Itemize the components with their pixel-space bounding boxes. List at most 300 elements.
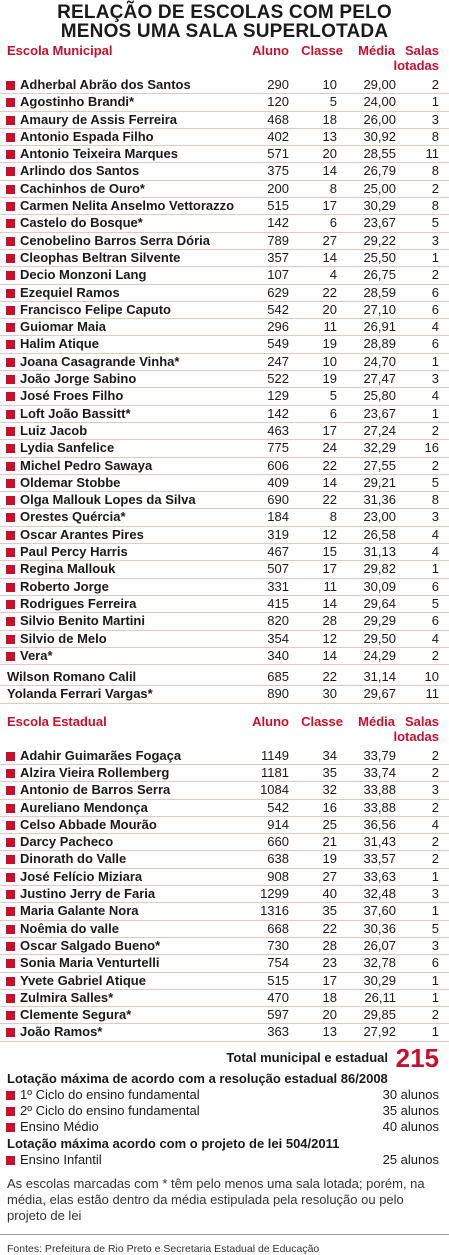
bullet-square-icon (6, 513, 15, 522)
cell-aluno: 142 (267, 215, 289, 231)
cell-salas: 2 (431, 267, 439, 283)
cell-aluno: 507 (267, 561, 289, 577)
cell-media: 29,82 (363, 561, 396, 577)
bullet-square-icon (6, 873, 15, 882)
bullet-square-icon (6, 890, 15, 899)
bullet-square-icon (6, 289, 15, 298)
list-item (0, 1103, 449, 1119)
cell-classe: 14 (322, 595, 337, 611)
col-lotadas: lotadas (393, 728, 439, 744)
cell-media: 27,92 (363, 1024, 396, 1040)
cell-classe: 12 (322, 630, 337, 646)
cell-salas: 2 (431, 422, 439, 438)
bullet-square-icon (6, 855, 15, 864)
cell-media: 24,00 (363, 94, 396, 110)
cell-media: 27,24 (363, 422, 396, 438)
school-name: Clemente Segura* (20, 1007, 132, 1023)
cell-aluno: 522 (267, 371, 289, 387)
bullet-square-icon (6, 306, 15, 315)
cell-classe: 35 (322, 903, 337, 919)
school-name: Guiomar Maia (20, 319, 106, 335)
bullet-square-icon (6, 565, 15, 574)
cell-classe: 20 (322, 301, 337, 317)
cell-media: 29,64 (363, 595, 396, 611)
table-row (0, 354, 449, 371)
table-row (0, 250, 449, 267)
school-name: Noêmia do valle (20, 920, 119, 936)
cell-aluno: 754 (267, 955, 289, 971)
cell-aluno: 200 (267, 180, 289, 196)
table-row (0, 686, 449, 703)
cell-media: 29,00 (363, 77, 396, 92)
cell-classe: 21 (322, 834, 337, 850)
cell-aluno: 1181 (261, 764, 289, 780)
cell-salas: 3 (431, 782, 439, 798)
bullet-square-icon (6, 994, 15, 1003)
col-escola: Escola Estadual (7, 713, 107, 729)
cell-aluno: 1299 (260, 886, 289, 902)
title-line-1: RELAÇÃO DE ESCOLAS COM PELO (57, 2, 392, 23)
cell-classe: 19 (322, 851, 337, 867)
cell-salas: 6 (431, 301, 439, 317)
table-row (0, 458, 449, 475)
cell-salas: 4 (431, 319, 439, 335)
bullet-square-icon (6, 617, 15, 626)
cell-media: 31,43 (363, 834, 396, 850)
bullet-square-icon (6, 358, 15, 367)
page-title (0, 3, 449, 41)
cell-aluno: 409 (267, 474, 289, 490)
cell-aluno: 120 (267, 94, 289, 110)
cell-salas: 1 (431, 561, 439, 577)
lotacao-projeto-title: Lotação máxima acordo com o projeto de lei 504/2011 (7, 1135, 340, 1151)
cell-media: 31,13 (363, 544, 396, 560)
cell-media: 23,67 (363, 405, 396, 421)
col-classe: Classe (301, 43, 343, 58)
cell-salas: 16 (424, 440, 439, 456)
school-name: José Felício Miziara (20, 868, 143, 884)
bullet-square-icon (6, 150, 15, 159)
school-name: Ezequiel Ramos (20, 284, 120, 300)
estadual-header (0, 714, 449, 748)
school-name: Carmen Nelita Anselmo Vettorazzo (20, 198, 235, 214)
bullet-square-icon (6, 1091, 15, 1100)
cell-aluno: 789 (267, 232, 289, 248)
school-name: Alzira Vieira Rollemberg (20, 764, 170, 780)
cell-classe: 6 (329, 405, 337, 421)
school-name: João Ramos* (20, 1024, 103, 1040)
lotacao-estadual-title: Lotação máxima de acordo com a resolução estadual 86/2008 (7, 1070, 388, 1086)
total-label: Total municipal e estadual (226, 1049, 388, 1065)
cell-classe: 12 (322, 526, 337, 542)
table-row (0, 267, 449, 284)
col-salas: Salas (405, 713, 439, 729)
school-name: Decio Monzoni Lang (20, 267, 147, 283)
cell-salas: 5 (431, 920, 439, 936)
table-row (0, 765, 449, 782)
cell-classe: 18 (322, 989, 337, 1005)
cell-classe: 14 (322, 249, 337, 265)
table-row (0, 336, 449, 353)
cell-aluno: 638 (267, 851, 289, 867)
cell-aluno: 1084 (260, 782, 289, 798)
bullet-square-icon (6, 392, 15, 401)
school-name: Paul Percy Harris (20, 544, 128, 560)
cell-aluno: 107 (267, 267, 289, 283)
cell-salas: 8 (431, 198, 439, 214)
cell-aluno: 363 (267, 1024, 289, 1040)
school-name: Wilson Romano Calil (7, 669, 137, 685)
bullet-square-icon (6, 600, 15, 609)
cell-media: 25,00 (363, 180, 396, 196)
table-row (0, 869, 449, 886)
bullet-square-icon (6, 167, 15, 176)
cell-aluno: 468 (267, 111, 289, 127)
cell-salas: 1 (431, 903, 439, 919)
table-row (0, 817, 449, 834)
cell-classe: 19 (322, 336, 337, 352)
bullet-square-icon (6, 1028, 15, 1037)
cell-media: 30,36 (363, 920, 396, 936)
cell-salas: 5 (431, 595, 439, 611)
cell-classe: 4 (329, 267, 337, 283)
cell-classe: 23 (322, 955, 337, 971)
cell-media: 32,78 (363, 955, 396, 971)
cell-salas: 6 (431, 955, 439, 971)
table-row (0, 886, 449, 903)
cell-salas: 4 (431, 526, 439, 542)
bullet-square-icon (6, 838, 15, 847)
cell-salas: 6 (431, 336, 439, 352)
cell-classe: 34 (322, 747, 337, 763)
cell-media: 27,10 (363, 301, 396, 317)
cell-media: 37,60 (363, 903, 396, 919)
bullet-square-icon (6, 496, 15, 505)
bullet-square-icon (6, 1156, 15, 1165)
cell-classe: 13 (322, 128, 337, 144)
cell-classe: 14 (322, 474, 337, 490)
school-name: Sonia Maria Venturtelli (20, 955, 160, 971)
col-lotadas: lotadas (393, 58, 439, 73)
table-row (0, 903, 449, 920)
school-name: Adahir Guimarães Fogaça (20, 747, 182, 763)
table-row (0, 371, 449, 388)
cell-classe: 17 (322, 972, 337, 988)
cell-media: 23,00 (363, 509, 396, 525)
cell-media: 28,59 (363, 284, 396, 300)
school-name: José Froes Filho (20, 388, 124, 404)
school-name: Silvio Benito Martini (20, 613, 145, 629)
cell-classe: 25 (322, 816, 337, 832)
cell-aluno: 660 (267, 834, 289, 850)
cell-aluno: 402 (267, 128, 289, 144)
table-row (0, 146, 449, 163)
cell-salas: 1 (431, 989, 439, 1005)
cell-classe: 22 (322, 920, 337, 936)
cell-classe: 14 (322, 647, 337, 663)
item-label: Ensino Infantil (20, 1151, 102, 1167)
cell-media: 33,63 (363, 868, 396, 884)
school-name: Celso Abbade Mourão (20, 816, 157, 832)
school-name: Zulmira Salles* (20, 989, 114, 1005)
lotacao-estadual-list (0, 1087, 449, 1135)
table-row (0, 800, 449, 817)
cell-classe: 5 (329, 94, 337, 110)
cell-media: 24,70 (363, 353, 396, 369)
cell-salas: 2 (431, 457, 439, 473)
cell-aluno: 467 (267, 544, 289, 560)
cell-classe: 17 (322, 561, 337, 577)
cell-classe: 10 (322, 77, 337, 92)
bullet-square-icon (6, 219, 15, 228)
cell-classe: 22 (322, 284, 337, 300)
cell-salas: 4 (431, 388, 439, 404)
cell-aluno: 775 (267, 440, 289, 456)
table-row (0, 973, 449, 990)
item-label: 2º Ciclo do ensino fundamental (20, 1102, 200, 1118)
cell-media: 24,29 (363, 647, 396, 663)
cell-aluno: 184 (267, 509, 289, 525)
school-name: Yolanda Ferrari Vargas* (7, 686, 153, 702)
cell-classe: 40 (322, 886, 337, 902)
school-name: Antonio Teixeira Marques (20, 146, 178, 162)
table-row (0, 631, 449, 648)
cell-classe: 22 (322, 457, 337, 473)
table-row (0, 544, 449, 561)
cell-classe: 15 (322, 544, 337, 560)
table-row (0, 782, 449, 799)
cell-aluno: 463 (267, 422, 289, 438)
col-aluno: Aluno (252, 43, 289, 58)
bullet-square-icon (6, 81, 15, 90)
bullet-square-icon (6, 548, 15, 557)
cell-salas: 3 (431, 111, 439, 127)
cell-salas: 2 (431, 180, 439, 196)
cell-salas: 2 (431, 747, 439, 763)
cell-salas: 6 (431, 284, 439, 300)
bullet-square-icon (6, 133, 15, 142)
bullet-square-icon (6, 907, 15, 916)
school-name: Amaury de Assis Ferreira (20, 111, 178, 127)
cell-salas: 1 (431, 972, 439, 988)
cell-aluno: 914 (267, 816, 289, 832)
table-row (0, 406, 449, 423)
cell-media: 33,88 (363, 782, 396, 798)
cell-media: 26,58 (363, 526, 396, 542)
bullet-square-icon (6, 959, 15, 968)
lotacao-projeto-list (0, 1152, 449, 1168)
cell-media: 33,74 (363, 764, 396, 780)
bullet-square-icon (6, 821, 15, 830)
bullet-square-icon (6, 479, 15, 488)
school-name: João Jorge Sabino (20, 371, 137, 387)
bullet-square-icon (6, 98, 15, 107)
cell-salas: 1 (431, 405, 439, 421)
cell-classe: 30 (322, 686, 337, 702)
table-row (0, 955, 449, 972)
bullet-square-icon (6, 1107, 15, 1116)
bullet-square-icon (6, 1123, 15, 1132)
cell-media: 33,57 (363, 851, 396, 867)
school-name: Orestes Quércia* (20, 509, 126, 525)
cell-aluno: 730 (267, 937, 289, 953)
footnote: As escolas marcadas com * têm pelo menos uma sala lotada; porém, na média, elas estão dentro da média estipulada pela resolução ou pelo projeto de lei (7, 1175, 425, 1223)
table-row (0, 440, 449, 457)
municipal-extra-table (0, 669, 449, 704)
cell-aluno: 296 (267, 319, 289, 335)
cell-salas: 4 (431, 630, 439, 646)
school-name: Halim Atique (20, 336, 99, 352)
cell-media: 32,48 (363, 886, 396, 902)
school-name: Oscar Arantes Pires (20, 526, 144, 542)
school-name: Regina Mallouk (20, 561, 116, 577)
bullet-square-icon (6, 769, 15, 778)
table-row (0, 509, 449, 526)
table-row (0, 302, 449, 319)
cell-salas: 8 (431, 492, 439, 508)
bullet-square-icon (6, 752, 15, 761)
bullet-square-icon (6, 323, 15, 332)
cell-media: 25,50 (363, 249, 396, 265)
table-row (0, 319, 449, 336)
cell-aluno: 597 (267, 1007, 289, 1023)
cell-classe: 17 (322, 422, 337, 438)
school-name: Castelo do Bosque* (20, 215, 143, 231)
table-row (0, 596, 449, 613)
cell-classe: 27 (322, 868, 337, 884)
bullet-square-icon (6, 237, 15, 246)
cell-media: 31,36 (363, 492, 396, 508)
cell-salas: 11 (425, 146, 439, 162)
cell-media: 30,09 (363, 578, 396, 594)
cell-classe: 5 (329, 388, 337, 404)
bullet-square-icon (6, 531, 15, 540)
cell-classe: 8 (329, 180, 337, 196)
cell-classe: 11 (323, 578, 337, 594)
cell-aluno: 340 (267, 647, 289, 663)
bullet-square-icon (6, 925, 15, 934)
municipal-header (0, 43, 449, 77)
cell-aluno: 290 (267, 77, 289, 92)
cell-media: 26,79 (363, 163, 396, 179)
cell-salas: 3 (431, 232, 439, 248)
cell-media: 27,55 (363, 457, 396, 473)
cell-aluno: 606 (267, 457, 289, 473)
cell-classe: 24 (322, 440, 337, 456)
cell-classe: 10 (322, 353, 337, 369)
cell-salas: 3 (431, 886, 439, 902)
bullet-square-icon (6, 427, 15, 436)
table-row (0, 613, 449, 630)
school-name: Justino Jerry de Faria (20, 886, 156, 902)
table-row (0, 475, 449, 492)
cell-salas: 3 (431, 937, 439, 953)
cell-classe: 19 (322, 371, 337, 387)
cell-media: 36,56 (363, 816, 396, 832)
cell-salas: 10 (424, 669, 439, 685)
table-row (0, 77, 449, 94)
table-row (0, 215, 449, 232)
school-name: Darcy Pacheco (20, 834, 114, 850)
bullet-square-icon (6, 977, 15, 986)
cell-classe: 18 (322, 111, 337, 127)
cell-salas: 1 (431, 1024, 439, 1040)
cell-media: 33,88 (363, 799, 396, 815)
table-row (0, 669, 449, 686)
cell-salas: 2 (431, 834, 439, 850)
school-name: Joana Casagrande Vinha* (20, 353, 180, 369)
cell-classe: 28 (322, 937, 337, 953)
school-name: Maria Galante Nora (20, 903, 139, 919)
bullet-square-icon (6, 1011, 15, 1020)
cell-salas: 4 (431, 816, 439, 832)
cell-aluno: 542 (267, 799, 289, 815)
total-row (0, 1043, 449, 1074)
cell-classe: 13 (322, 1024, 337, 1040)
school-name: Luiz Jacob (20, 422, 88, 438)
cell-salas: 6 (431, 613, 439, 629)
cell-media: 28,55 (363, 146, 396, 162)
cell-salas: 3 (431, 371, 439, 387)
cell-salas: 1 (431, 868, 439, 884)
cell-aluno: 515 (267, 198, 289, 214)
school-name: Michel Pedro Sawaya (20, 457, 153, 473)
cell-aluno: 629 (267, 284, 289, 300)
table-row (0, 285, 449, 302)
bullet-square-icon (6, 444, 15, 453)
cell-media: 26,91 (363, 319, 396, 335)
col-escola: Escola Municipal (7, 43, 113, 58)
cell-aluno: 1316 (260, 903, 289, 919)
col-media: Média (358, 713, 395, 729)
cell-salas: 2 (431, 764, 439, 780)
school-name: Olga Mallouk Lopes da Silva (20, 492, 196, 508)
cell-classe: 6 (329, 215, 337, 231)
cell-aluno: 247 (267, 353, 289, 369)
school-name: Oldemar Stobbe (20, 474, 121, 490)
school-name: Rodrigues Ferreira (20, 595, 137, 611)
table-row (0, 198, 449, 215)
cell-salas: 5 (431, 215, 439, 231)
bullet-square-icon (6, 271, 15, 280)
bullet-square-icon (6, 254, 15, 263)
table-row (0, 921, 449, 938)
cell-aluno: 375 (267, 163, 289, 179)
cell-media: 29,21 (363, 474, 396, 490)
table-row (0, 527, 449, 544)
list-item (0, 1087, 449, 1103)
cell-salas: 4 (431, 544, 439, 560)
school-name: Arlindo dos Santos (20, 163, 140, 179)
cell-media: 29,50 (363, 630, 396, 646)
municipal-table (0, 77, 449, 665)
cell-media: 33,79 (363, 747, 396, 763)
list-item (0, 1119, 449, 1135)
cell-classe: 17 (322, 198, 337, 214)
bullet-square-icon (6, 116, 15, 125)
bullet-square-icon (6, 462, 15, 471)
cell-salas: 2 (431, 851, 439, 867)
cell-classe: 14 (322, 163, 337, 179)
cell-salas: 3 (431, 509, 439, 525)
title-line-2: MENOS UMA SALA SUPERLOTADA (60, 21, 389, 42)
table-row (0, 851, 449, 868)
cell-aluno: 571 (267, 146, 289, 162)
cell-aluno: 690 (267, 492, 289, 508)
table-row (0, 181, 449, 198)
item-label: Ensino Médio (20, 1118, 99, 1134)
table-row (0, 834, 449, 851)
